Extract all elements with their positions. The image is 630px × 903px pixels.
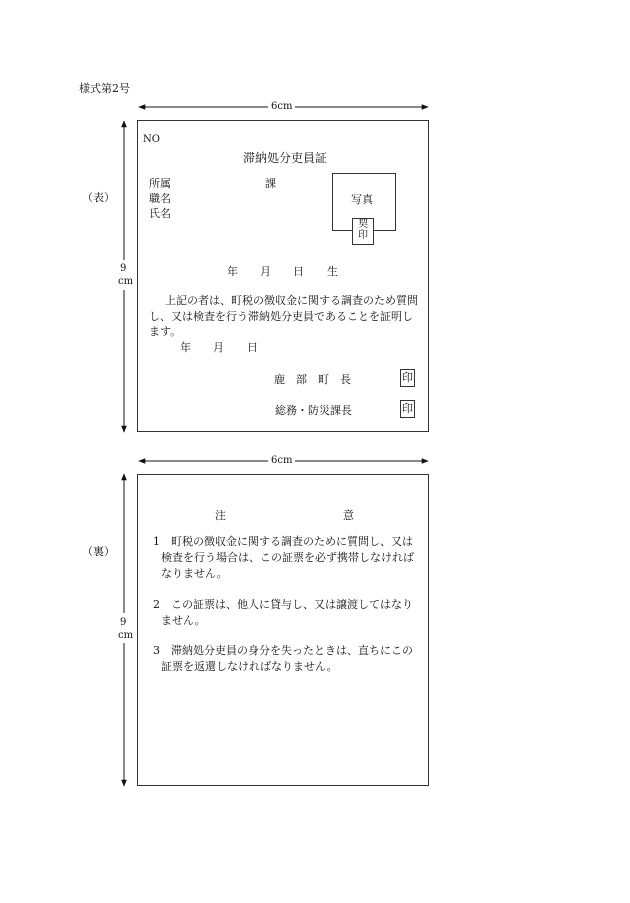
front-width-label: 6cm [271, 101, 293, 112]
issue-day-label: 日 [247, 341, 258, 354]
section-label: 課 [265, 177, 276, 190]
birth-year-label: 年 [227, 265, 238, 278]
notice-item-1: 1 町税の徴収金に関する調査のために質問し、又は検査を行う場合は、この証票を必ず携帯しなければなりません。 [153, 535, 414, 580]
notice-item-3: 3 滞納処分吏員の身分を失ったときは、直ちにこの証票を返還しなければなりません。 [153, 644, 413, 673]
manager-seal-box: 印 [400, 400, 415, 418]
birth-month-label: 月 [260, 265, 271, 278]
tally-seal-line2: 印 [358, 230, 368, 241]
notice-heading-right: 意 [343, 509, 354, 522]
issue-month-label: 月 [213, 341, 224, 354]
tally-seal-box [352, 218, 374, 245]
tally-seal-line1: 契 [358, 219, 368, 230]
back-side-label: （裏） [82, 545, 115, 558]
photo-label: 写真 [351, 193, 373, 206]
front-side-label: （表） [82, 191, 115, 204]
back-height-number: 9 [120, 617, 127, 628]
position-label: 職名 [149, 192, 171, 205]
mayor-seal-box: 印 [400, 369, 415, 387]
certification-text: 上記の者は、町税の徴収金に関する調査のため質問し、又は検査を行う滞納処分吏員であることを証明します。 [149, 294, 418, 338]
name-label: 氏名 [149, 207, 171, 220]
id-card-back [137, 474, 429, 786]
id-card-front [137, 120, 429, 432]
notice-heading-left: 注 [215, 509, 226, 522]
issue-year-label: 年 [180, 341, 191, 354]
card-number-label: NO [143, 134, 160, 145]
birth-day-label: 日 [293, 265, 304, 278]
birth-suffix-label: 生 [327, 265, 338, 278]
notice-item-2: 2 この証票は、他人に貸与し、又は譲渡してはなりません。 [153, 598, 413, 627]
back-height-unit: cm [118, 630, 134, 641]
back-width-label: 6cm [271, 455, 293, 466]
front-height-number: 9 [120, 263, 127, 274]
front-height-unit: cm [118, 276, 134, 287]
manager-title: 総務・防災課長 [275, 404, 352, 417]
card-title: 滞納処分吏員証 [243, 151, 328, 165]
mayor-title: 鹿 部 町 長 [274, 373, 351, 386]
affiliation-label: 所属 [149, 177, 171, 190]
form-number: 様式第2号 [79, 82, 130, 95]
